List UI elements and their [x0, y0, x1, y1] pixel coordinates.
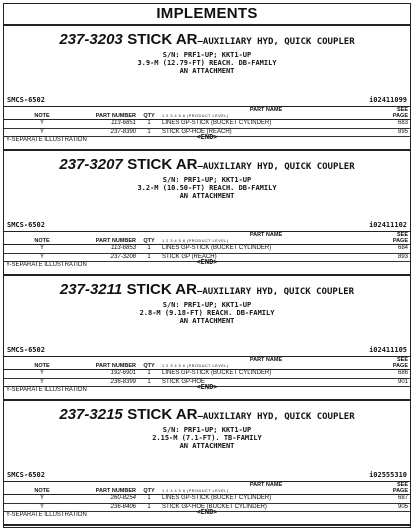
implement-title-suffix: –AUXILIARY HYD, QUICK COUPLER [197, 412, 355, 422]
smcs-code: SMCS-6502 [7, 96, 45, 104]
part-number-header: PART NUMBER [80, 482, 138, 495]
part-number: 192-6901 [80, 370, 138, 379]
table-row: Y 236-8406 1 STICK GP-HOE (BUCKET CYLINDER) 905 [4, 503, 410, 512]
product-level-scale: 1 2 3 4 5 6 (PRODUCT LEVEL) [162, 364, 229, 368]
page-title: IMPLEMENTS [4, 4, 410, 26]
table-header-row [4, 107, 410, 120]
reach-description: 2.15-M (7.1-FT). TB-FAMILY [152, 434, 262, 442]
part-name: STICK GP-HOE (REACH) [160, 128, 372, 137]
serial-number-range: S/N: PRF1-UP; KKT1-UP [162, 301, 252, 309]
part-number: 260-8254 [80, 495, 138, 504]
table-header-row [4, 357, 410, 370]
table-header-row [4, 482, 410, 495]
part-name: LINES GP-STICK (BUCKET CYLINDER) [160, 120, 372, 129]
reach-description: 3.9-M (12.79-FT) REACH. DB-FAMILY [137, 59, 277, 67]
implement-title: STICK AR [126, 281, 197, 298]
part-name: LINES GP-STICK (BUCKET CYLINDER) [160, 495, 372, 504]
section-heading [4, 26, 410, 75]
implement-part-number: 237-3207 [59, 156, 123, 173]
table-header-row [4, 232, 410, 245]
section-heading [4, 276, 410, 325]
attachment-label: AN ATTACHMENT [179, 442, 235, 450]
implement-title-suffix: –AUXILIARY HYD, QUICK COUPLER [196, 287, 355, 297]
see-page-header: SEE PAGE [372, 357, 410, 370]
part-number: 113-6851 [80, 120, 138, 129]
end-marker: <END> [196, 258, 218, 266]
attachment-label: AN ATTACHMENT [179, 317, 235, 325]
table-row: Y 237-3208 1 STICK GP (REACH) 893 [4, 253, 410, 262]
part-name-header: PART NAME 1 2 3 4 5 6 (PRODUCT LEVEL) [160, 232, 372, 245]
end-marker: <END> [196, 133, 218, 141]
page-reference: 687 [372, 495, 410, 504]
table-row: Y 260-8254 1 LINES GP-STICK (BUCKET CYLINDER) 687 [4, 495, 410, 504]
page-reference: 686 [372, 370, 410, 379]
reference-id: i02411105 [369, 346, 407, 354]
part-number: 113-6853 [80, 245, 138, 254]
page-reference: 905 [372, 503, 410, 512]
attachment-label: AN ATTACHMENT [179, 67, 235, 75]
see-page-header: SEE PAGE [372, 107, 410, 120]
smcs-code: SMCS-6502 [7, 221, 45, 229]
serial-number-range: S/N: PRF1-UP; KKT1-UP [162, 51, 252, 59]
serial-number-range: S/N: PRF1-UP; KKT1-UP [162, 176, 252, 184]
implement-section [4, 276, 410, 401]
qty-header: QTY [138, 232, 160, 245]
smcs-code: SMCS-6502 [7, 346, 45, 354]
page-reference: 684 [372, 245, 410, 254]
implement-part-number: 237-3215 [59, 406, 123, 423]
reference-id: i02411102 [369, 221, 407, 229]
product-level-scale: 1 2 3 4 5 6 (PRODUCT LEVEL) [162, 239, 229, 243]
page-reference: 893 [372, 253, 410, 262]
note-header: NOTE [4, 357, 80, 370]
attachment-label: AN ATTACHMENT [179, 192, 235, 200]
reach-description: 3.2-M (10.50-FT) REACH. DB-FAMILY [137, 184, 277, 192]
implement-title: STICK AR [127, 31, 198, 48]
part-number: 237-3208 [80, 253, 138, 262]
table-row: Y 113-6853 1 LINES GP-STICK (BUCKET CYLINDER) 684 [4, 245, 410, 254]
implement-part-number: 237-3203 [59, 31, 123, 48]
part-name-header: PART NAME 1 2 3 4 5 6 (PRODUCT LEVEL) [160, 357, 372, 370]
separate-illustration-note: Y-SEPARATE ILLUSTRATION [6, 137, 87, 143]
implement-part-number: 237-3211 [59, 281, 123, 298]
reference-id: i02555310 [369, 471, 407, 479]
implement-title-suffix: –AUXILIARY HYD, QUICK COUPLER [197, 162, 355, 172]
part-name-header: PART NAME 1 2 3 4 5 6 (PRODUCT LEVEL) [160, 482, 372, 495]
part-number: 237-8390 [80, 128, 138, 137]
part-name: STICK GP-HOE [160, 378, 372, 387]
part-name: LINES GP-STICK (BUCKET CYLINDER) [160, 245, 372, 254]
serial-number-range: S/N: PRF1-UP; KKT1-UP [162, 426, 252, 434]
see-page-header: SEE PAGE [372, 482, 410, 495]
note-header: NOTE [4, 482, 80, 495]
note-header: NOTE [4, 232, 80, 245]
section-heading [4, 401, 410, 450]
smcs-code: SMCS-6502 [7, 471, 45, 479]
product-level-scale: 1 2 3 4 5 6 (PRODUCT LEVEL) [162, 489, 229, 493]
page-reference: 683 [372, 120, 410, 129]
page-reference: 895 [372, 128, 410, 137]
part-number: 236-8406 [80, 503, 138, 512]
part-name: STICK GP-HOE (BUCKET CYLINDER) [160, 503, 372, 512]
part-number: 236-8399 [80, 378, 138, 387]
reach-description: 2.8-M (9.18-FT) REACH. DB-FAMILY [139, 309, 275, 317]
part-number-header: PART NUMBER [80, 232, 138, 245]
separate-illustration-note: Y-SEPARATE ILLUSTRATION [6, 512, 87, 518]
implement-title: STICK AR [127, 406, 198, 423]
section-heading [4, 151, 410, 200]
part-name: LINES GP-STICK (BUCKET CYLINDER) [160, 370, 372, 379]
separate-illustration-note: Y-SEPARATE ILLUSTRATION [6, 387, 87, 393]
part-name: STICK GP (REACH) [160, 253, 372, 262]
table-row: Y 113-6851 1 LINES GP-STICK (BUCKET CYLINDER) 683 [4, 120, 410, 129]
table-row: Y 237-8390 1 STICK GP-HOE (REACH) 895 [4, 128, 410, 137]
qty-header: QTY [138, 482, 160, 495]
implement-section [4, 151, 410, 276]
page-reference: 901 [372, 378, 410, 387]
part-number-header: PART NUMBER [80, 357, 138, 370]
reference-id: i02411099 [369, 96, 407, 104]
implement-title: STICK AR [127, 156, 198, 173]
qty-header: QTY [138, 357, 160, 370]
table-row: Y 192-6901 1 LINES GP-STICK (BUCKET CYLINDER) 686 [4, 370, 410, 379]
implement-section [4, 401, 410, 526]
note-header: NOTE [4, 107, 80, 120]
qty-header: QTY [138, 107, 160, 120]
end-marker: <END> [196, 383, 218, 391]
table-row: Y 236-8399 1 STICK GP-HOE 901 [4, 378, 410, 387]
part-name-header: PART NAME 1 2 3 4 5 6 (PRODUCT LEVEL) [160, 107, 372, 120]
implement-section [4, 26, 410, 151]
implement-title-suffix: –AUXILIARY HYD, QUICK COUPLER [197, 37, 355, 47]
parts-catalog-page [3, 3, 411, 528]
product-level-scale: 1 2 3 4 5 6 (PRODUCT LEVEL) [162, 114, 229, 118]
part-number-header: PART NUMBER [80, 107, 138, 120]
separate-illustration-note: Y-SEPARATE ILLUSTRATION [6, 262, 87, 268]
see-page-header: SEE PAGE [372, 232, 410, 245]
end-marker: <END> [196, 508, 218, 516]
